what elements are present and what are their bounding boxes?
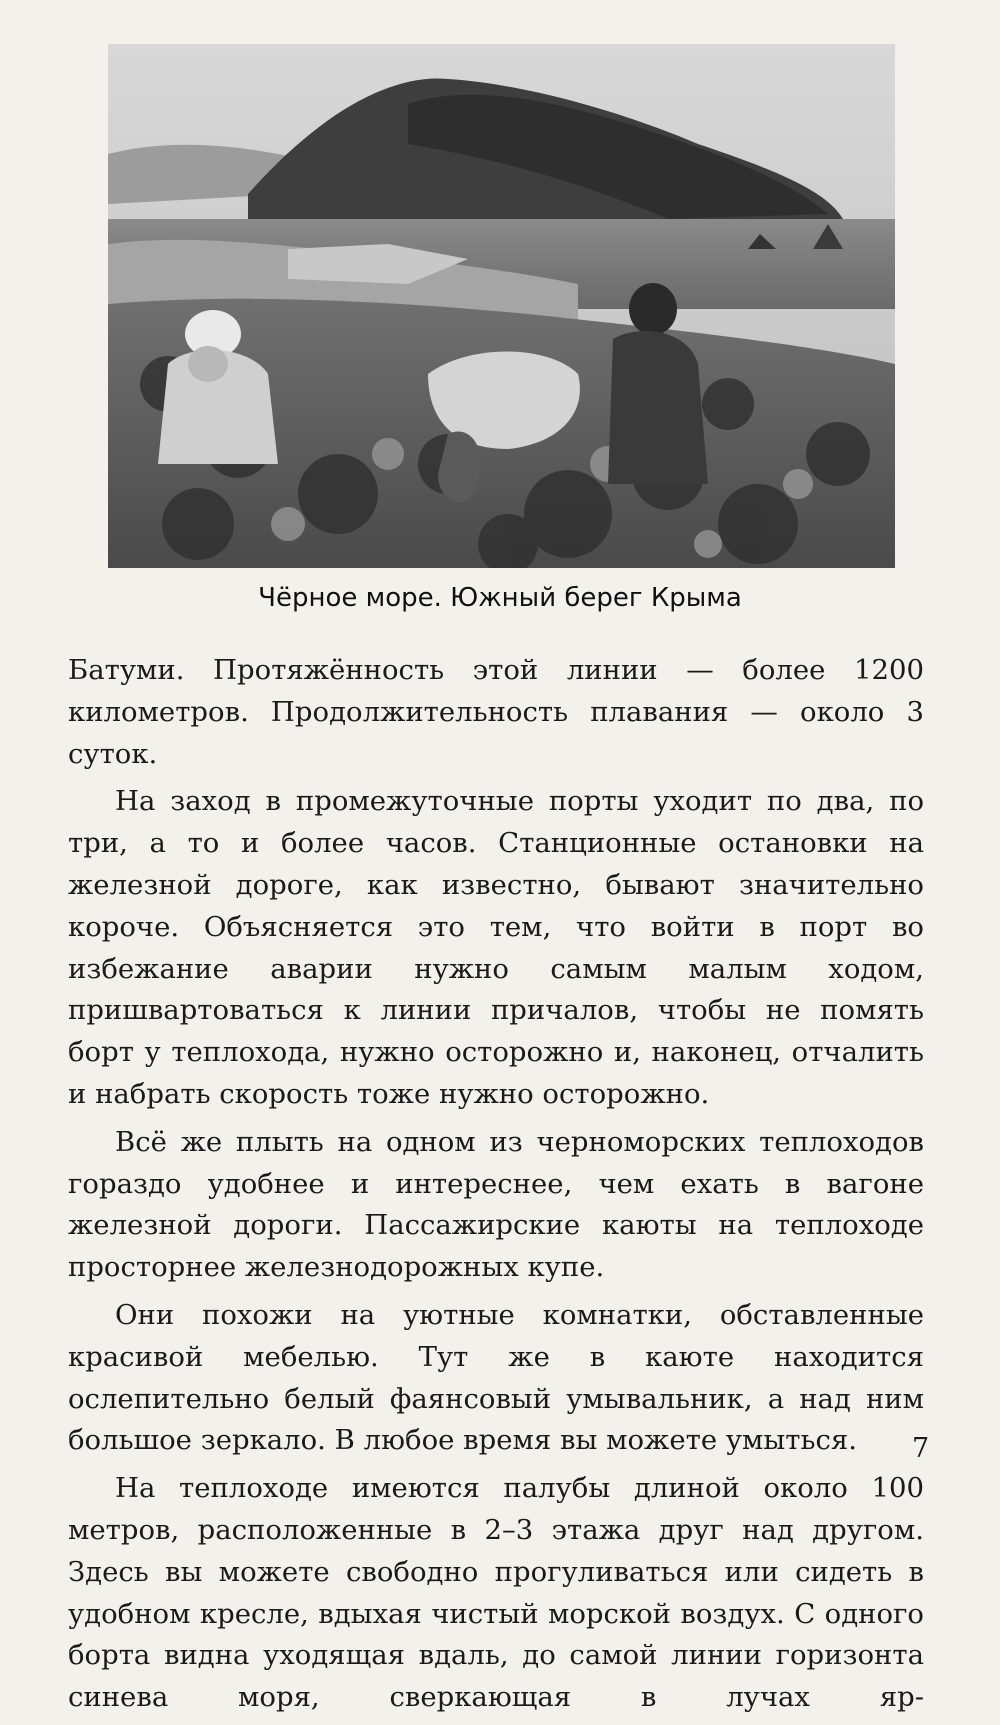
paragraph-4: Они похожи на уютные комнатки, обставленные красивой мебелью. Тут же в каюте находится ослепительно белый фаянсовый умывальник, а над ним большое зеркало. В любое время вы можете умыться. <box>68 1298 924 1457</box>
page-number: 7 <box>912 1433 930 1464</box>
body-text <box>68 650 924 1725</box>
photo-image <box>108 44 895 568</box>
paragraph-3: Всё же плыть на одном из черноморских теплоходов гораздо удобнее и интереснее, чем ехать в вагоне железной дороги. Пассажирские каюты на теплоходе просторнее железнодорожных купе. <box>68 1125 924 1284</box>
paragraph-1: Батуми. Протяжённость этой линии — более 1200 километров. Продолжительность плавания — около 3 суток. <box>68 654 924 770</box>
paragraph-5: На теплоходе имеются палубы длиной около 100 метров, расположенные в 2–3 этажа друг над другом. Здесь вы можете свободно прогуливаться или сидеть в удобном кресле, вдыхая чистый морской воздух. С одного борта видна уходящая вдаль, до самой линии горизонта синева моря, сверкающая в лучах яр- <box>68 1472 924 1714</box>
paragraph-2: На заход в промежуточные порты уходит по два, по три, а то и более часов. Станционные остановки на железной дороге, как известно, бывают значительно короче. Объясняется это тем, что войти в порт во избежание аварии нужно самым малым ходом, пришвартоваться к линии причалов, чтобы не помять борт у теплохода, нужно осторожно и, наконец, отчалить и набрать скорость тоже нужно осторожно. <box>68 785 924 1110</box>
figure-caption: Чёрное море. Южный берег Крыма <box>258 583 742 613</box>
photo-black-sea-crimea <box>108 44 895 568</box>
